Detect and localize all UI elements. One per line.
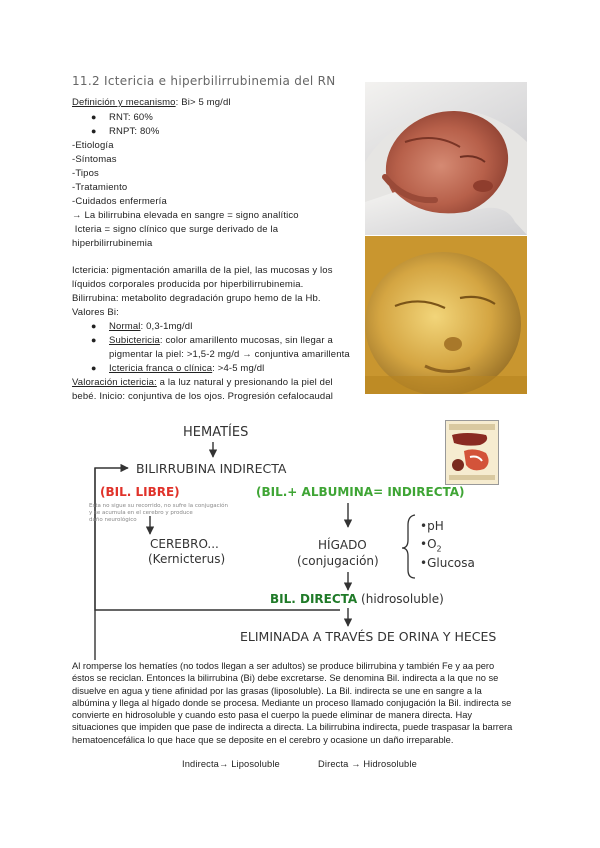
loop-line-bottom xyxy=(0,400,600,660)
franca-value: : >4-5 mg/dl xyxy=(212,363,265,374)
definicion-line xyxy=(72,98,231,108)
valores-label: Valores Bi: xyxy=(72,307,119,318)
diagram-bil-indirecta: BILIRRUBINA INDIRECTA xyxy=(136,461,287,476)
paragraph-line: éstos se reciclan. Entonces la bilirrubina (Bi) debe excretarse. Se denomina Bil. indirecta a la que no se xyxy=(72,673,499,684)
diagram-hematies: HEMATÍES xyxy=(183,425,249,440)
definicion-label: Definición y mecanismo xyxy=(72,97,176,108)
diagram-kernicterus: (Kernicterus) xyxy=(148,552,226,566)
valoracion-text: a la luz natural y presionando la piel del xyxy=(156,377,333,388)
diagram-higado: HÍGADO xyxy=(318,538,367,552)
newborn-illustration xyxy=(365,82,527,235)
def-ictericia: Ictericia: pigmentación amarilla de la piel, las mucosas y los xyxy=(72,265,333,276)
diagram-conjugacion: (conjugación) xyxy=(297,554,379,568)
outline-item: -Cuidados enfermería xyxy=(72,196,167,207)
diagram-bil-albumina: (BIL.+ ALBUMINA= INDIRECTA) xyxy=(256,485,465,499)
valoracion-line xyxy=(72,378,333,388)
paragraph-line: disuelve en agua y tiene afinidad por las grasas (liposoluble). La Bil. indirecta se une en sangre a la xyxy=(72,685,482,696)
valoracion-label: Valoración ictericia: xyxy=(72,377,157,388)
section-title: 11.2 Ictericia e hiperbilirrubinemia del RN xyxy=(72,74,336,88)
outline-item: -Tratamiento xyxy=(72,182,128,193)
diagram-cerebro: CEREBRO... xyxy=(150,537,219,551)
diagram-bil-libre: (BIL. LIBRE) xyxy=(100,485,180,499)
diagram-bil-directa xyxy=(270,592,444,606)
bil-directa-label: BIL. DIRECTA xyxy=(270,592,358,606)
diagram-small-note: y se acumula en el cerebro y produce xyxy=(89,510,193,516)
paragraph-line: convierte en hidrosoluble y cuando esto pasa el cuerpo la puede eliminar de manera directa. Hay xyxy=(72,710,473,721)
valor-franca xyxy=(109,364,264,374)
valor-subictericia xyxy=(109,336,333,346)
paragraph-line: situaciones que impiden que pase de indirecta a directa. La bilirrubina indirecta, puede traspasar la barrera xyxy=(72,722,513,733)
outline-item: -Tipos xyxy=(72,168,99,179)
diagram-ph: •pH xyxy=(420,519,444,533)
bullet: ● xyxy=(91,335,97,345)
paragraph-line: Al romperse los hematíes (no todos llegan a ser adultos) se produce bilirrubina y también Fe y aa pero xyxy=(72,661,495,671)
def-bilirrubina: Bilirrubina: metabolito degradación grupo hemo de la Hb. xyxy=(72,293,321,304)
jaundiced-newborn-photo xyxy=(365,236,527,394)
valor-normal xyxy=(109,322,192,332)
explanation-paragraph xyxy=(72,660,532,746)
bullet: ● xyxy=(91,321,97,331)
definicion-value: : Bi> 5 mg/dl xyxy=(175,97,231,108)
ictericia-line: hiperbilirrubinemia xyxy=(72,238,153,249)
hidrosoluble-label: (hidrosoluble) xyxy=(357,592,444,606)
normal-value: : 0,3-1mg/dl xyxy=(140,321,193,332)
diagram-small-note: daño neurológico xyxy=(89,517,137,523)
valor-subictericia-2: pigmentar la piel: >1,5-2 mg/d → conjuntiva amarillenta xyxy=(109,349,350,360)
diagram-o2: $•O_2$ xyxy=(420,537,442,554)
rnpt-item: RNPT: 80% xyxy=(109,126,160,137)
diagram-small-note: Esta no sigue su recorrido, no sufre la conjugación xyxy=(89,503,228,509)
ictericia-line: Icteria = signo clínico que surge derivado de la xyxy=(72,224,279,235)
diagram-eliminada: ELIMINADA A TRAVÉS DE ORINA Y HECES xyxy=(240,629,497,644)
rnt-item: RNT: 60% xyxy=(109,112,153,123)
outline-item: -Etiología xyxy=(72,140,114,151)
paragraph-line: albúmina y llega al hígado donde se procesa. Mediante un proceso llamado conjugación la Bil. indirecta se xyxy=(72,697,512,708)
footer-indirecta: Indirecta→ Liposoluble xyxy=(182,759,280,769)
arrow-line: → La bilirrubina elevada en sangre = signo analítico xyxy=(72,210,299,221)
normal-label: Normal xyxy=(109,321,141,332)
sub-label: Subictericia xyxy=(109,335,160,346)
footer-directa: Directa → Hidrosoluble xyxy=(318,759,417,769)
diagram-glucosa: •Glucosa xyxy=(420,556,475,570)
bullet: ● xyxy=(91,126,97,136)
bullet: ● xyxy=(91,112,97,122)
valoracion-line-2: bebé. Inicio: conjuntiva de los ojos. Progresión cefalocaudal xyxy=(72,391,334,402)
bullet: ● xyxy=(91,363,97,373)
jaundiced-newborn-illustration xyxy=(365,236,527,394)
def-ictericia: líquidos corporales producida por hiperbilirrubinemia. xyxy=(72,279,304,290)
outline-item: -Síntomas xyxy=(72,154,117,165)
franca-label: Ictericia franca o clínica xyxy=(109,363,213,374)
newborn-photo xyxy=(365,82,527,235)
paragraph-line: hematoencefálica lo que hace que se deposite en el cerebro y ocasione un daño irreparable. xyxy=(72,734,454,745)
sub-value: : color amarillento mucosas, sin llegar a xyxy=(159,335,333,346)
